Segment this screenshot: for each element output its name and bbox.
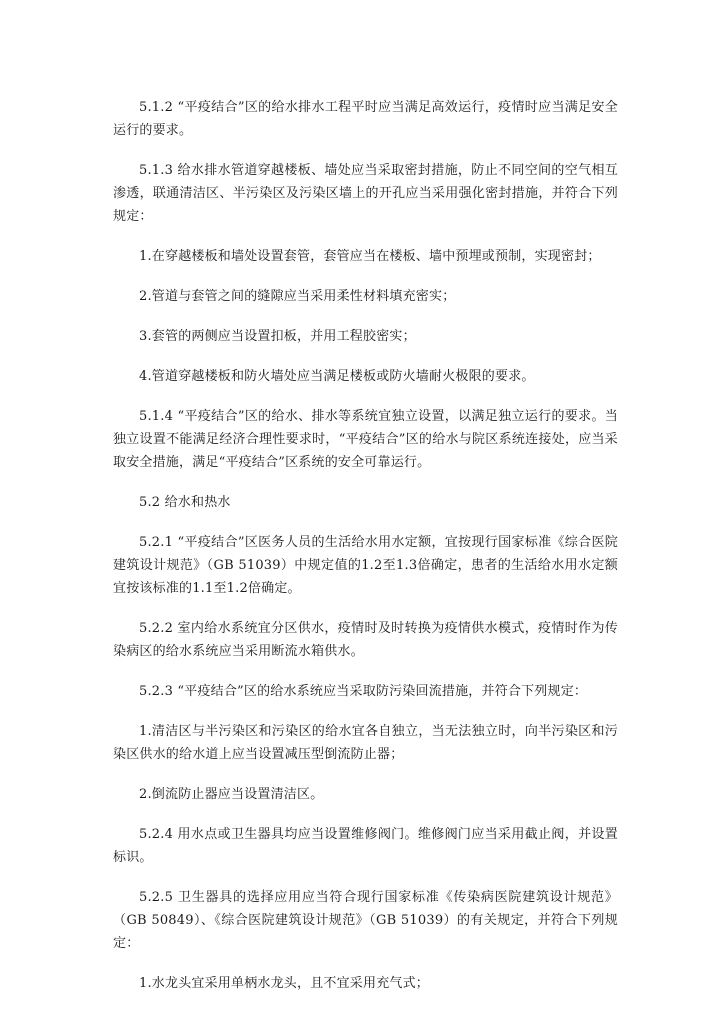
clause-5-1-3: 5.1.3 给水排水管道穿越楼板、墙处应当采取密封措施，防止不同空间的空气相互渗透，联通清洁区、半污染区及污染区墙上的开孔应当采用强化密封措施，并符合下列规定： [113, 163, 618, 224]
section-heading-5-2: 5.2 给水和热水 [139, 495, 231, 510]
document-page [113, 96, 618, 1012]
clause-5-2-4: 5.2.4 用水点或卫生器具均应当设置维修阀门。维修阀门应当采用截止阀，并设置标识。 [113, 827, 618, 865]
clause-5-1-3-item-3: 3.套管的两侧应当设置扣板，并用工程胶密实； [139, 329, 416, 344]
clause-5-2-5: 5.2.5 卫生器具的选择应用应当符合现行国家标准《传染病医院建筑设计规范》（GB 50849）、《综合医院建筑设计规范》（GB 51039）的有关规定，并符合下列规定： [113, 890, 618, 951]
clause-5-2-3-item-2: 2.倒流防止器应当设置清洁区。 [139, 787, 324, 802]
clause-5-1-3-item-2: 2.管道与套管之间的缝隙应当采用柔性材料填充密实； [139, 289, 456, 304]
clause-5-2-3: 5.2.3 “平疫结合”区的给水系统应当采取防污染回流措施，并符合下列规定： [139, 684, 588, 699]
clause-5-2-3-item-1: 1.清洁区与半污染区和污染区的给水宜各自独立，当无法独立时，向半污染区和污染区供水的给水道上应当设置减压型倒流防止器； [113, 724, 618, 762]
clause-5-1-4: 5.1.4 “平疫结合”区的给水、排水等系统宜独立设置，以满足独立运行的要求。当独立设置不能满足经济合理性要求时，“平疫结合”区的给水与院区系统连接处，应当采取安全措施，满足“平疫结合”区系统的安全可靠运行。 [113, 409, 618, 470]
clause-5-2-1: 5.2.1 “平疫结合”区医务人员的生活给水用水定额，宜按现行国家标准《综合医院建筑设计规范》（GB 51039）中规定值的1.2至1.3倍确定，患者的生活给水用水定额宜按该标准的1.1至1.2倍确定。 [113, 535, 618, 596]
clause-5-1-3-item-4: 4.管道穿越楼板和防火墙处应当满足楼板或防火墙耐火极限的要求。 [139, 369, 535, 384]
clause-5-2-5-item-1: 1.水龙头宜采用单柄水龙头，且不宜采用充气式； [139, 976, 430, 991]
clause-5-1-3-item-1: 1.在穿越楼板和墙处设置套管，套管应当在楼板、墙中预埋或预制，实现密封； [139, 249, 601, 264]
clause-5-1-2: 5.1.2 “平疫结合”区的给水排水工程平时应当满足高效运行，疫情时应当满足安全运行的要求。 [113, 100, 618, 138]
clause-5-2-2: 5.2.2 室内给水系统宜分区供水，疫情时及时转换为疫情供水模式，疫情时作为传染病区的给水系统应当采用断流水箱供水。 [113, 621, 618, 659]
